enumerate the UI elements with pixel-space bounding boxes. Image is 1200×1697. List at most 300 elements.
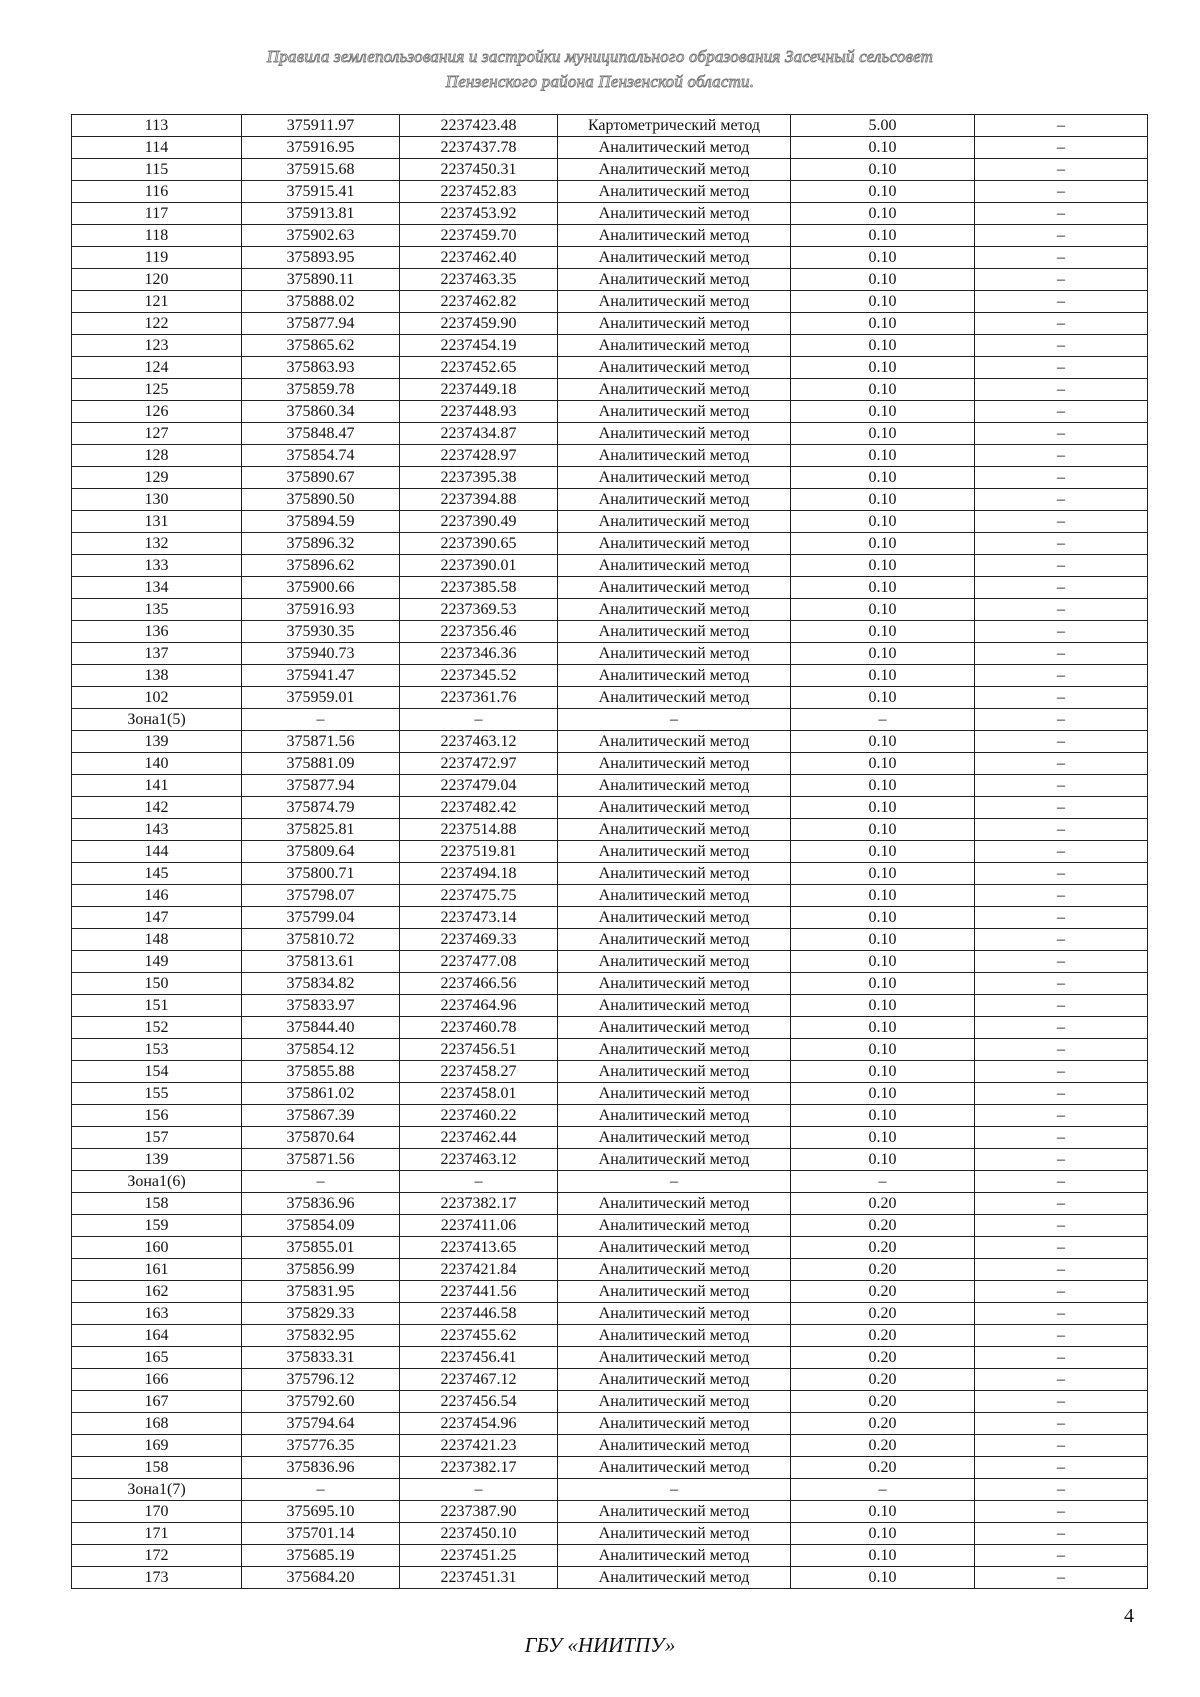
point-number-cell: 136 — [72, 621, 242, 643]
x-coordinate-cell: 375792.60 — [242, 1391, 400, 1413]
method-cell: Аналитический метод — [558, 973, 791, 995]
note-cell: – — [975, 1413, 1148, 1435]
note-cell: – — [975, 1347, 1148, 1369]
table-row — [72, 775, 1148, 797]
note-cell: – — [975, 731, 1148, 753]
point-number-cell: 132 — [72, 533, 242, 555]
x-coordinate-cell: – — [242, 1171, 400, 1193]
y-coordinate-cell: 2237463.12 — [400, 731, 558, 753]
accuracy-cell: 0.10 — [791, 489, 975, 511]
accuracy-cell: 0.20 — [791, 1457, 975, 1479]
table-row — [72, 291, 1148, 313]
note-cell: – — [975, 709, 1148, 731]
method-cell: Аналитический метод — [558, 1325, 791, 1347]
method-cell: Аналитический метод — [558, 511, 791, 533]
table-row — [72, 533, 1148, 555]
note-cell: – — [975, 555, 1148, 577]
accuracy-cell: 0.10 — [791, 841, 975, 863]
y-coordinate-cell: 2237346.36 — [400, 643, 558, 665]
point-number-cell: 141 — [72, 775, 242, 797]
accuracy-cell: 0.20 — [791, 1391, 975, 1413]
method-cell: Аналитический метод — [558, 489, 791, 511]
accuracy-cell: 0.10 — [791, 181, 975, 203]
x-coordinate-cell: 375941.47 — [242, 665, 400, 687]
table-row — [72, 489, 1148, 511]
method-cell: Аналитический метод — [558, 1303, 791, 1325]
table-row — [72, 577, 1148, 599]
note-cell: – — [975, 995, 1148, 1017]
method-cell: Аналитический метод — [558, 1215, 791, 1237]
y-coordinate-cell: 2237462.82 — [400, 291, 558, 313]
y-coordinate-cell: 2237449.18 — [400, 379, 558, 401]
x-coordinate-cell: 375861.02 — [242, 1083, 400, 1105]
x-coordinate-cell: 375834.82 — [242, 973, 400, 995]
note-cell: – — [975, 291, 1148, 313]
y-coordinate-cell: – — [400, 1171, 558, 1193]
y-coordinate-cell: 2237382.17 — [400, 1193, 558, 1215]
point-number-cell: 154 — [72, 1061, 242, 1083]
note-cell: – — [975, 1259, 1148, 1281]
accuracy-cell: 0.10 — [791, 379, 975, 401]
note-cell: – — [975, 269, 1148, 291]
note-cell: – — [975, 247, 1148, 269]
note-cell: – — [975, 907, 1148, 929]
accuracy-cell: 0.10 — [791, 599, 975, 621]
point-number-cell: 159 — [72, 1215, 242, 1237]
accuracy-cell: 0.20 — [791, 1281, 975, 1303]
method-cell: Аналитический метод — [558, 203, 791, 225]
x-coordinate-cell: 375798.07 — [242, 885, 400, 907]
point-number-cell: 139 — [72, 731, 242, 753]
table-row — [72, 1391, 1148, 1413]
y-coordinate-cell: 2237460.22 — [400, 1105, 558, 1127]
method-cell: Аналитический метод — [558, 885, 791, 907]
note-cell: – — [975, 665, 1148, 687]
point-number-cell: 114 — [72, 137, 242, 159]
note-cell: – — [975, 357, 1148, 379]
x-coordinate-cell: 375890.11 — [242, 269, 400, 291]
note-cell: – — [975, 1215, 1148, 1237]
method-cell: Аналитический метод — [558, 1017, 791, 1039]
table-row — [72, 1149, 1148, 1171]
point-number-cell: 171 — [72, 1523, 242, 1545]
accuracy-cell: 0.10 — [791, 423, 975, 445]
table-row — [72, 973, 1148, 995]
point-number-cell: 156 — [72, 1105, 242, 1127]
y-coordinate-cell: 2237514.88 — [400, 819, 558, 841]
accuracy-cell: 0.10 — [791, 1149, 975, 1171]
method-cell: Аналитический метод — [558, 1237, 791, 1259]
point-number-cell: Зона1(5) — [72, 709, 242, 731]
y-coordinate-cell: 2237452.65 — [400, 357, 558, 379]
accuracy-cell: 0.10 — [791, 665, 975, 687]
method-cell: Аналитический метод — [558, 1259, 791, 1281]
method-cell: Аналитический метод — [558, 357, 791, 379]
x-coordinate-cell: 375896.32 — [242, 533, 400, 555]
y-coordinate-cell: 2237519.81 — [400, 841, 558, 863]
point-number-cell: 129 — [72, 467, 242, 489]
point-number-cell: 166 — [72, 1369, 242, 1391]
y-coordinate-cell: 2237479.04 — [400, 775, 558, 797]
note-cell: – — [975, 621, 1148, 643]
table-row — [72, 1545, 1148, 1567]
method-cell: Аналитический метод — [558, 621, 791, 643]
x-coordinate-cell: 375855.88 — [242, 1061, 400, 1083]
table-row — [72, 731, 1148, 753]
y-coordinate-cell: 2237387.90 — [400, 1501, 558, 1523]
point-number-cell: 152 — [72, 1017, 242, 1039]
point-number-cell: 164 — [72, 1325, 242, 1347]
table-row — [72, 885, 1148, 907]
note-cell: – — [975, 1105, 1148, 1127]
x-coordinate-cell: 375695.10 — [242, 1501, 400, 1523]
table-row — [72, 797, 1148, 819]
note-cell: – — [975, 841, 1148, 863]
x-coordinate-cell: 375915.41 — [242, 181, 400, 203]
accuracy-cell: 0.10 — [791, 203, 975, 225]
table-row — [72, 445, 1148, 467]
x-coordinate-cell: 375799.04 — [242, 907, 400, 929]
note-cell: – — [975, 181, 1148, 203]
point-number-cell: Зона1(6) — [72, 1171, 242, 1193]
method-cell: Аналитический метод — [558, 1435, 791, 1457]
table-row — [72, 753, 1148, 775]
table-row — [72, 1325, 1148, 1347]
header-line-1: Правила землепользования и застройки муниципального образования Засечный сельсовет — [266, 47, 934, 66]
method-cell: Аналитический метод — [558, 445, 791, 467]
accuracy-cell: 0.20 — [791, 1435, 975, 1457]
point-number-cell: 122 — [72, 313, 242, 335]
method-cell: Аналитический метод — [558, 379, 791, 401]
point-number-cell: 137 — [72, 643, 242, 665]
x-coordinate-cell: 375794.64 — [242, 1413, 400, 1435]
method-cell: Аналитический метод — [558, 577, 791, 599]
accuracy-cell: 0.10 — [791, 621, 975, 643]
x-coordinate-cell: 375865.62 — [242, 335, 400, 357]
method-cell: Аналитический метод — [558, 335, 791, 357]
method-cell: Аналитический метод — [558, 995, 791, 1017]
point-number-cell: 121 — [72, 291, 242, 313]
y-coordinate-cell: 2237469.33 — [400, 929, 558, 951]
method-cell: Аналитический метод — [558, 1281, 791, 1303]
y-coordinate-cell: 2237361.76 — [400, 687, 558, 709]
table-row — [72, 181, 1148, 203]
y-coordinate-cell: 2237462.44 — [400, 1127, 558, 1149]
table-row — [72, 357, 1148, 379]
accuracy-cell: 0.10 — [791, 951, 975, 973]
y-coordinate-cell: 2237455.62 — [400, 1325, 558, 1347]
note-cell: – — [975, 1193, 1148, 1215]
point-number-cell: 115 — [72, 159, 242, 181]
point-number-cell: 138 — [72, 665, 242, 687]
x-coordinate-cell: 375877.94 — [242, 775, 400, 797]
accuracy-cell: 0.10 — [791, 775, 975, 797]
point-number-cell: 119 — [72, 247, 242, 269]
method-cell: Аналитический метод — [558, 1105, 791, 1127]
note-cell: – — [975, 489, 1148, 511]
coordinates-table — [71, 114, 1148, 1589]
method-cell: Аналитический метод — [558, 467, 791, 489]
note-cell: – — [975, 1479, 1148, 1501]
note-cell: – — [975, 467, 1148, 489]
y-coordinate-cell: 2237452.83 — [400, 181, 558, 203]
y-coordinate-cell: – — [400, 709, 558, 731]
method-cell: Аналитический метод — [558, 137, 791, 159]
table-row — [72, 159, 1148, 181]
note-cell: – — [975, 423, 1148, 445]
table-row — [72, 1413, 1148, 1435]
accuracy-cell: 0.10 — [791, 467, 975, 489]
y-coordinate-cell: 2237428.97 — [400, 445, 558, 467]
method-cell: Аналитический метод — [558, 1501, 791, 1523]
point-number-cell: 102 — [72, 687, 242, 709]
point-number-cell: 162 — [72, 1281, 242, 1303]
note-cell: – — [975, 203, 1148, 225]
accuracy-cell: 0.20 — [791, 1237, 975, 1259]
accuracy-cell: 0.10 — [791, 511, 975, 533]
point-number-cell: 131 — [72, 511, 242, 533]
table-row — [72, 555, 1148, 577]
method-cell: Аналитический метод — [558, 1039, 791, 1061]
x-coordinate-cell: 375829.33 — [242, 1303, 400, 1325]
y-coordinate-cell: 2237475.75 — [400, 885, 558, 907]
method-cell: Аналитический метод — [558, 247, 791, 269]
table-row — [72, 1347, 1148, 1369]
note-cell: – — [975, 951, 1148, 973]
y-coordinate-cell: 2237453.92 — [400, 203, 558, 225]
method-cell: Аналитический метод — [558, 181, 791, 203]
point-number-cell: 167 — [72, 1391, 242, 1413]
table-row — [72, 1193, 1148, 1215]
accuracy-cell: 0.20 — [791, 1347, 975, 1369]
method-cell: – — [558, 709, 791, 731]
x-coordinate-cell: 375844.40 — [242, 1017, 400, 1039]
note-cell: – — [975, 577, 1148, 599]
accuracy-cell: 0.10 — [791, 907, 975, 929]
point-number-cell: 118 — [72, 225, 242, 247]
accuracy-cell: 5.00 — [791, 115, 975, 137]
point-number-cell: 133 — [72, 555, 242, 577]
y-coordinate-cell: 2237448.93 — [400, 401, 558, 423]
x-coordinate-cell: 375848.47 — [242, 423, 400, 445]
method-cell: Аналитический метод — [558, 863, 791, 885]
table-row — [72, 687, 1148, 709]
y-coordinate-cell: 2237456.41 — [400, 1347, 558, 1369]
accuracy-cell: 0.10 — [791, 929, 975, 951]
note-cell: – — [975, 313, 1148, 335]
y-coordinate-cell: 2237458.27 — [400, 1061, 558, 1083]
table-row — [72, 643, 1148, 665]
table-row — [72, 225, 1148, 247]
point-number-cell: 135 — [72, 599, 242, 621]
coordinates-table-body — [72, 115, 1148, 1589]
accuracy-cell: 0.10 — [791, 269, 975, 291]
x-coordinate-cell: 375855.01 — [242, 1237, 400, 1259]
method-cell: Аналитический метод — [558, 599, 791, 621]
x-coordinate-cell: 375916.93 — [242, 599, 400, 621]
table-row — [72, 269, 1148, 291]
x-coordinate-cell: 375871.56 — [242, 731, 400, 753]
table-row — [72, 1501, 1148, 1523]
running-header — [0, 44, 1200, 94]
table-row — [72, 1083, 1148, 1105]
footer-organization: ГБУ «НИИТПУ» — [524, 1633, 676, 1657]
method-cell: Аналитический метод — [558, 1127, 791, 1149]
point-number-cell: 142 — [72, 797, 242, 819]
method-cell: Аналитический метод — [558, 1457, 791, 1479]
method-cell: Аналитический метод — [558, 401, 791, 423]
accuracy-cell: 0.10 — [791, 401, 975, 423]
note-cell: – — [975, 775, 1148, 797]
point-number-cell: 128 — [72, 445, 242, 467]
x-coordinate-cell: 375836.96 — [242, 1193, 400, 1215]
y-coordinate-cell: 2237458.01 — [400, 1083, 558, 1105]
table-row — [72, 1369, 1148, 1391]
method-cell: Аналитический метод — [558, 841, 791, 863]
x-coordinate-cell: 375800.71 — [242, 863, 400, 885]
y-coordinate-cell: 2237472.97 — [400, 753, 558, 775]
table-row — [72, 1457, 1148, 1479]
accuracy-cell: 0.10 — [791, 555, 975, 577]
method-cell: Аналитический метод — [558, 313, 791, 335]
method-cell: Аналитический метод — [558, 687, 791, 709]
x-coordinate-cell: 375854.09 — [242, 1215, 400, 1237]
x-coordinate-cell: 375854.74 — [242, 445, 400, 467]
point-number-cell: 144 — [72, 841, 242, 863]
y-coordinate-cell: 2237390.65 — [400, 533, 558, 555]
accuracy-cell: – — [791, 1171, 975, 1193]
x-coordinate-cell: 375860.34 — [242, 401, 400, 423]
accuracy-cell: 0.10 — [791, 313, 975, 335]
accuracy-cell: 0.10 — [791, 1083, 975, 1105]
accuracy-cell: 0.20 — [791, 1325, 975, 1347]
y-coordinate-cell: 2237459.70 — [400, 225, 558, 247]
point-number-cell: 169 — [72, 1435, 242, 1457]
table-row — [72, 599, 1148, 621]
x-coordinate-cell: 375825.81 — [242, 819, 400, 841]
method-cell: Аналитический метод — [558, 533, 791, 555]
accuracy-cell: 0.10 — [791, 335, 975, 357]
accuracy-cell: 0.10 — [791, 357, 975, 379]
x-coordinate-cell: 375871.56 — [242, 1149, 400, 1171]
accuracy-cell: 0.10 — [791, 137, 975, 159]
x-coordinate-cell: 375813.61 — [242, 951, 400, 973]
note-cell: – — [975, 379, 1148, 401]
y-coordinate-cell: 2237454.96 — [400, 1413, 558, 1435]
x-coordinate-cell: 375863.93 — [242, 357, 400, 379]
note-cell: – — [975, 1523, 1148, 1545]
y-coordinate-cell: 2237413.65 — [400, 1237, 558, 1259]
x-coordinate-cell: 375893.95 — [242, 247, 400, 269]
method-cell: Аналитический метод — [558, 951, 791, 973]
x-coordinate-cell: 375911.97 — [242, 115, 400, 137]
point-number-cell: 143 — [72, 819, 242, 841]
method-cell: Аналитический метод — [558, 291, 791, 313]
x-coordinate-cell: 375890.50 — [242, 489, 400, 511]
note-cell: – — [975, 797, 1148, 819]
point-number-cell: 148 — [72, 929, 242, 951]
x-coordinate-cell: 375896.62 — [242, 555, 400, 577]
note-cell: – — [975, 643, 1148, 665]
point-number-cell: 170 — [72, 1501, 242, 1523]
y-coordinate-cell: 2237394.88 — [400, 489, 558, 511]
x-coordinate-cell: 375940.73 — [242, 643, 400, 665]
method-cell: Аналитический метод — [558, 1523, 791, 1545]
page-number: 4 — [1124, 1605, 1134, 1627]
table-row — [72, 1281, 1148, 1303]
note-cell: – — [975, 1083, 1148, 1105]
point-number-cell: 168 — [72, 1413, 242, 1435]
accuracy-cell: 0.10 — [791, 731, 975, 753]
note-cell: – — [975, 137, 1148, 159]
point-number-cell: 123 — [72, 335, 242, 357]
accuracy-cell: 0.20 — [791, 1369, 975, 1391]
note-cell: – — [975, 929, 1148, 951]
y-coordinate-cell: 2237456.51 — [400, 1039, 558, 1061]
y-coordinate-cell: 2237446.58 — [400, 1303, 558, 1325]
table-row — [72, 1303, 1148, 1325]
note-cell: – — [975, 1435, 1148, 1457]
table-row — [72, 929, 1148, 951]
x-coordinate-cell: 375894.59 — [242, 511, 400, 533]
point-number-cell: 139 — [72, 1149, 242, 1171]
method-cell: Аналитический метод — [558, 753, 791, 775]
note-cell: – — [975, 1171, 1148, 1193]
note-cell: – — [975, 1149, 1148, 1171]
x-coordinate-cell: 375836.96 — [242, 1457, 400, 1479]
point-number-cell: 127 — [72, 423, 242, 445]
point-number-cell: 153 — [72, 1039, 242, 1061]
table-row — [72, 379, 1148, 401]
x-coordinate-cell: 375810.72 — [242, 929, 400, 951]
accuracy-cell: 0.10 — [791, 819, 975, 841]
table-row — [72, 335, 1148, 357]
table-row — [72, 423, 1148, 445]
accuracy-cell: 0.10 — [791, 1061, 975, 1083]
method-cell: Аналитический метод — [558, 907, 791, 929]
accuracy-cell: 0.10 — [791, 687, 975, 709]
point-number-cell: 116 — [72, 181, 242, 203]
table-row — [72, 841, 1148, 863]
y-coordinate-cell: 2237421.84 — [400, 1259, 558, 1281]
accuracy-cell: 0.20 — [791, 1193, 975, 1215]
table-row — [72, 1259, 1148, 1281]
y-coordinate-cell: 2237345.52 — [400, 665, 558, 687]
point-number-cell: 149 — [72, 951, 242, 973]
table-row — [72, 863, 1148, 885]
note-cell: – — [975, 511, 1148, 533]
note-cell: – — [975, 1017, 1148, 1039]
point-number-cell: Зона1(7) — [72, 1479, 242, 1501]
y-coordinate-cell: 2237356.46 — [400, 621, 558, 643]
table-row — [72, 1017, 1148, 1039]
method-cell: Аналитический метод — [558, 731, 791, 753]
method-cell: Аналитический метод — [558, 1567, 791, 1589]
x-coordinate-cell: 375900.66 — [242, 577, 400, 599]
table-row — [72, 951, 1148, 973]
point-number-cell: 157 — [72, 1127, 242, 1149]
x-coordinate-cell: 375684.20 — [242, 1567, 400, 1589]
x-coordinate-cell: 375776.35 — [242, 1435, 400, 1457]
accuracy-cell: 0.20 — [791, 1303, 975, 1325]
y-coordinate-cell: 2237494.18 — [400, 863, 558, 885]
point-number-cell: 134 — [72, 577, 242, 599]
y-coordinate-cell: 2237473.14 — [400, 907, 558, 929]
method-cell: Аналитический метод — [558, 1391, 791, 1413]
table-row — [72, 1215, 1148, 1237]
point-number-cell: 158 — [72, 1457, 242, 1479]
accuracy-cell: 0.10 — [791, 885, 975, 907]
